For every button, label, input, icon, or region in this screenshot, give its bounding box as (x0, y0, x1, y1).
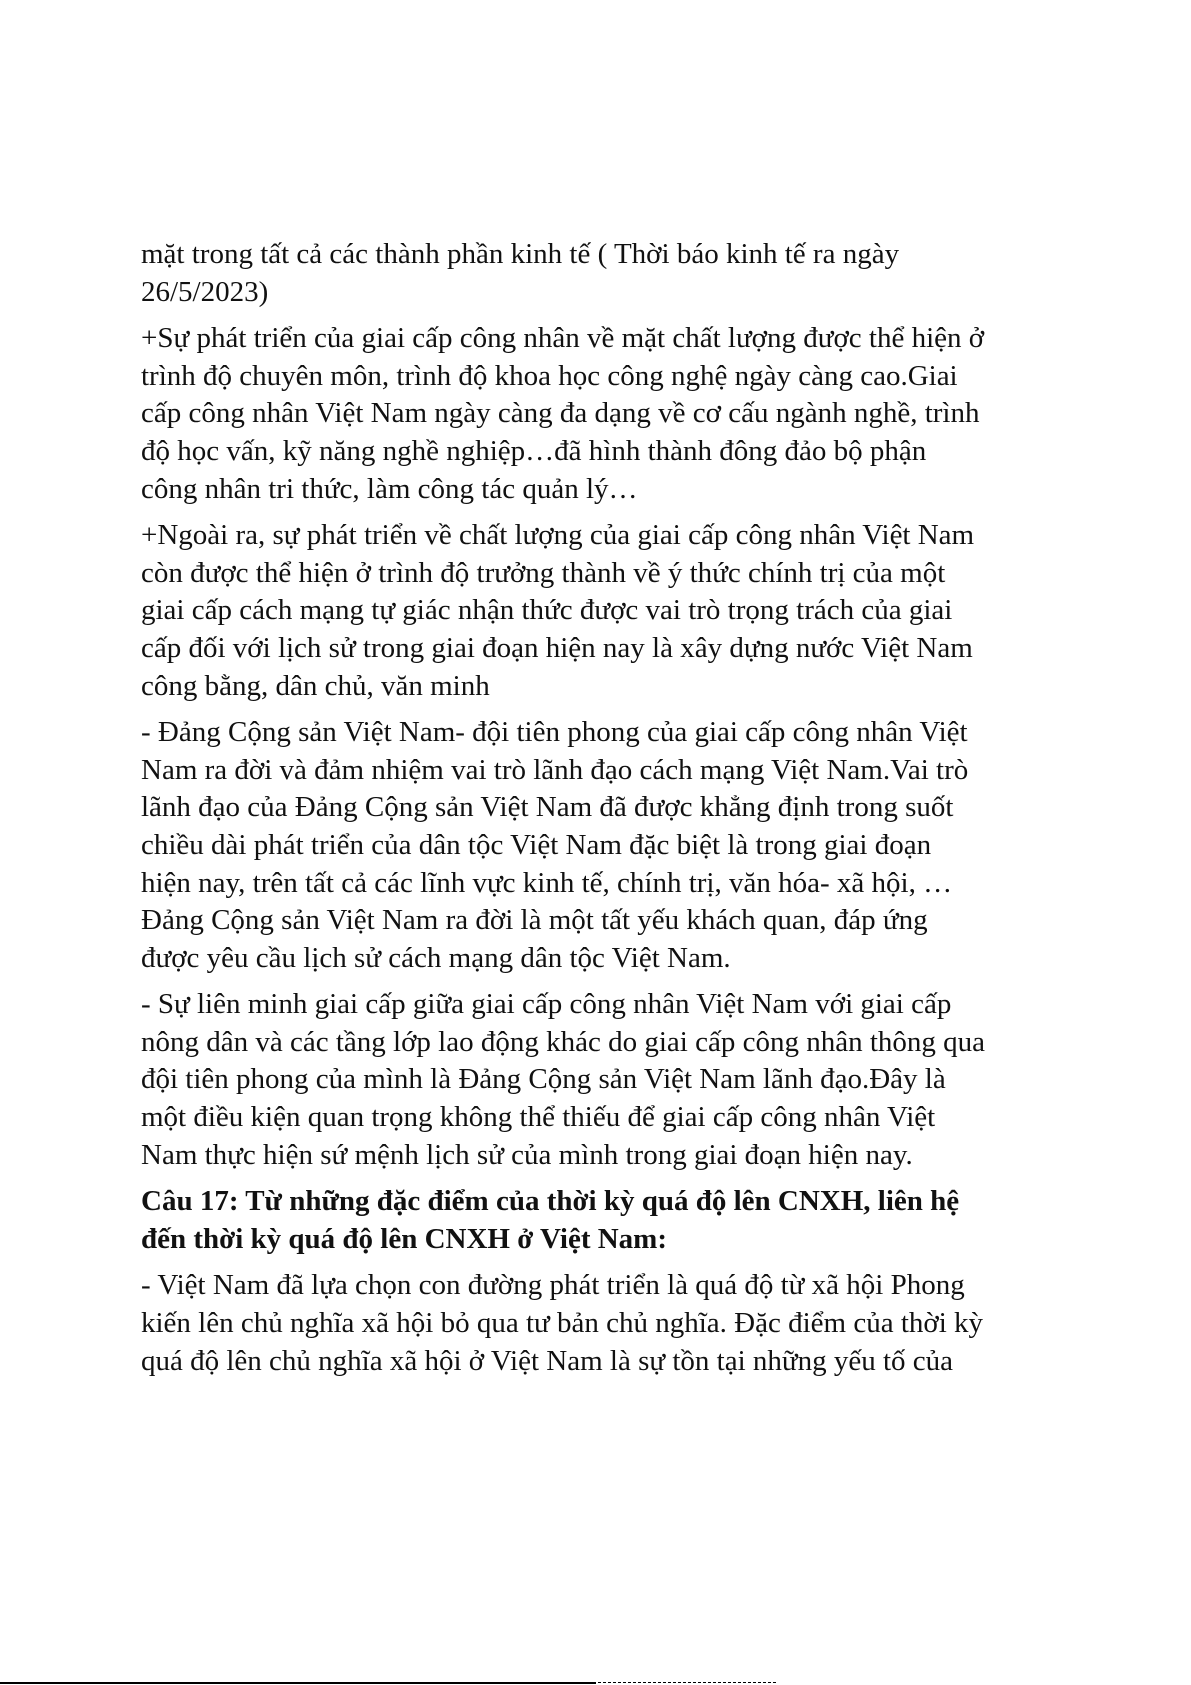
text-line: độ học vấn, kỹ năng nghề nghiệp…đã hình thành đông đảo bộ phận (141, 434, 927, 467)
text-line: quá độ lên chủ nghĩa xã hội ở Việt Nam là sự tồn tại những yếu tố của (141, 1344, 954, 1377)
text-line: chiều dài phát triển của dân tộc Việt Nam đặc biệt là trong giai đoạn (141, 828, 932, 861)
footer-divider (0, 1682, 596, 1684)
text-line: +Sự phát triển của giai cấp công nhân về mặt chất lượng được thể hiện ở (141, 322, 985, 355)
footer-dashed-divider (598, 1682, 776, 1684)
question-17-heading (141, 1183, 1061, 1258)
text-line: còn được thể hiện ở trình độ trưởng thành về ý thức chính trị của một (141, 556, 946, 589)
text-line: mặt trong tất cả các thành phần kinh tế ( Thời báo kinh tế ra ngày (141, 238, 900, 270)
text-line: đội tiên phong của mình là Đảng Cộng sản Việt Nam lãnh đạo.Đây là (141, 1063, 946, 1096)
text-line: cấp đối với lịch sử trong giai đoạn hiện nay là xây dựng nước Việt Nam (141, 631, 973, 664)
text-line: một điều kiện quan trọng không thể thiếu để giai cấp công nhân Việt (141, 1101, 936, 1134)
text-line: - Việt Nam đã lựa chọn con đường phát triển là quá độ từ xã hội Phong (141, 1269, 965, 1302)
text-line: giai cấp cách mạng tự giác nhận thức được vai trò trọng trách của giai (141, 594, 953, 627)
text-line: Đảng Cộng sản Việt Nam ra đời là một tất yếu khách quan, đáp ứng (141, 904, 928, 937)
text-line: kiến lên chủ nghĩa xã hội bỏ qua tư bản chủ nghĩa. Đặc điểm của thời kỳ (141, 1307, 984, 1340)
paragraph-communist-party (141, 714, 1061, 977)
paragraph-political-awareness (141, 517, 1061, 705)
text-line: - Sự liên minh giai cấp giữa giai cấp công nhân Việt Nam với giai cấp (141, 988, 952, 1021)
text-line: Nam thực hiện sứ mệnh lịch sử của mình trong giai đoạn hiện nay. (141, 1138, 913, 1171)
text-line: Nam ra đời và đảm nhiệm vai trò lãnh đạo cách mạng Việt Nam.Vai trò (141, 753, 969, 786)
paragraph-quality-development (141, 320, 1061, 508)
paragraph-vietnam-transition (141, 1267, 1061, 1380)
text-line: công nhân tri thức, làm công tác quản lý… (141, 472, 638, 505)
text-line: được yêu cầu lịch sử cách mạng dân tộc Việt Nam. (141, 941, 731, 974)
heading-line: đến thời kỳ quá độ lên CNXH ở Việt Nam: (141, 1222, 667, 1255)
heading-line: Câu 17: Từ những đặc điểm của thời kỳ quá độ lên CNXH, liên hệ (141, 1185, 960, 1218)
text-line: +Ngoài ra, sự phát triển về chất lượng của giai cấp công nhân Việt Nam (141, 519, 975, 552)
paragraph-economic-sectors (141, 236, 1061, 311)
text-line: công bằng, dân chủ, văn minh (141, 669, 490, 702)
text-line: nông dân và các tầng lớp lao động khác do giai cấp công nhân thông qua (141, 1025, 986, 1058)
text-line: - Đảng Cộng sản Việt Nam- đội tiên phong của giai cấp công nhân Việt (141, 716, 968, 749)
text-line: hiện nay, trên tất cả các lĩnh vực kinh tế, chính trị, văn hóa- xã hội, … (141, 866, 953, 899)
text-line: trình độ chuyên môn, trình độ khoa học công nghệ ngày càng cao.Giai (141, 359, 958, 392)
paragraph-class-alliance (141, 986, 1061, 1174)
text-line: cấp công nhân Việt Nam ngày càng đa dạng về cơ cấu ngành nghề, trình (141, 397, 980, 430)
text-line: 26/5/2023) (141, 275, 269, 308)
page-body (141, 236, 1061, 1389)
text-line: lãnh đạo của Đảng Cộng sản Việt Nam đã được khẳng định trong suốt (141, 791, 954, 824)
